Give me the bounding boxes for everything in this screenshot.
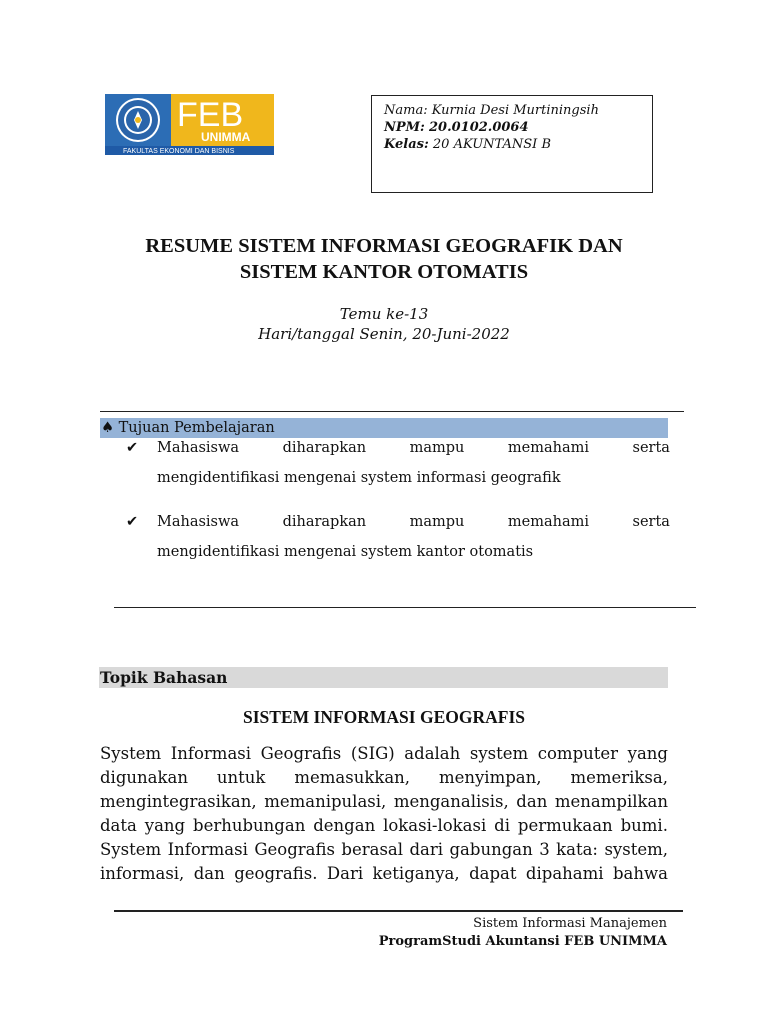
paragraph-line xyxy=(100,816,668,840)
checkmark-icon: ✔ xyxy=(126,514,139,530)
word: dan xyxy=(516,792,548,811)
word: Geografis xyxy=(254,840,335,859)
logo-tagline-text: FAKULTAS EKONOMI DAN BISNIS xyxy=(123,148,235,155)
word: mampu xyxy=(409,514,465,530)
word: diharapkan xyxy=(282,514,367,530)
word: lokasi-lokasi xyxy=(383,816,487,835)
word: menyimpan, xyxy=(438,768,542,787)
word: dengan xyxy=(313,816,376,835)
objective-line-2: mengidentifikasi mengenai system informasi geografik xyxy=(157,470,561,486)
logo-org-text: UNIMMA xyxy=(201,130,251,144)
class-value: 20 AKUNTANSI B xyxy=(432,137,551,152)
word: menampilkan xyxy=(554,792,668,811)
word: digunakan xyxy=(100,768,188,787)
document-title-line-2: SISTEM KANTOR OTOMATIS xyxy=(239,261,529,283)
footer-course: Sistem Informasi Manajemen xyxy=(473,916,667,931)
word: di xyxy=(494,816,510,835)
word: (SIG) xyxy=(350,744,395,763)
name-row xyxy=(384,102,640,119)
paragraph-line xyxy=(100,792,668,816)
word: system xyxy=(469,744,529,763)
word: memasukkan, xyxy=(294,768,411,787)
objective-line-2: mengidentifikasi mengenai system kantor otomatis xyxy=(157,544,534,560)
npm-row xyxy=(384,119,640,136)
class-row xyxy=(384,136,640,153)
paragraph-line xyxy=(100,768,668,792)
word: untuk xyxy=(216,768,266,787)
word: geografis. xyxy=(234,864,318,883)
objective-line-1 xyxy=(157,514,670,530)
topic-heading: Topik Bahasan xyxy=(99,667,668,688)
document-title-line-1: RESUME SISTEM INFORMASI GEOGRAFIK DAN xyxy=(145,235,623,257)
word: 3 xyxy=(539,840,550,859)
word: Mahasiswa xyxy=(157,514,240,530)
objectives-heading xyxy=(100,418,668,438)
word: berasal xyxy=(341,840,404,859)
word: dipahami xyxy=(525,864,604,883)
word: bahwa xyxy=(612,864,668,883)
word: computer xyxy=(537,744,619,763)
word: memahami xyxy=(507,514,590,530)
word: gabungan xyxy=(449,840,533,859)
feb-unimma-logo xyxy=(105,94,274,155)
divider-top xyxy=(100,411,684,412)
footer-program: ProgramStudi Akuntansi FEB UNIMMA xyxy=(378,934,667,949)
word: System xyxy=(100,744,162,763)
word: memahami xyxy=(507,440,590,456)
meeting-date: Hari/tanggal Senin, 20-Juni-2022 xyxy=(258,325,510,343)
word: mengintegrasikan, xyxy=(100,792,257,811)
word: yang xyxy=(627,744,668,763)
word: dan xyxy=(193,864,225,883)
word: dapat xyxy=(469,864,517,883)
divider-bottom xyxy=(114,607,696,608)
paragraph-line xyxy=(100,744,668,768)
student-identity-box xyxy=(371,95,653,193)
word: permukaan xyxy=(517,816,613,835)
word: ketiganya, xyxy=(372,864,460,883)
word: memeriksa, xyxy=(570,768,668,787)
word: berhubungan xyxy=(193,816,306,835)
spade-bullet-icon: ♠ xyxy=(101,420,114,436)
word: serta xyxy=(632,440,670,456)
word: menganalisis, xyxy=(393,792,509,811)
footer-rule xyxy=(114,910,683,912)
word: Mahasiswa xyxy=(157,440,240,456)
word: kata: xyxy=(556,840,598,859)
university-seal-icon xyxy=(116,98,160,142)
word: diharapkan xyxy=(282,440,367,456)
class-label: Kelas: xyxy=(384,137,429,152)
word: Dari xyxy=(326,864,364,883)
word: bumi. xyxy=(620,816,668,835)
checkmark-icon: ✔ xyxy=(126,440,139,456)
meeting-session: Temu ke-13 xyxy=(339,305,429,323)
word: Geografis xyxy=(260,744,342,763)
npm-label: NPM: xyxy=(384,120,425,135)
word: System xyxy=(100,840,162,859)
word: Informasi xyxy=(170,744,252,763)
logo-brand-text: FEB xyxy=(177,96,244,134)
section-title: SISTEM INFORMASI GEOGRAFIS xyxy=(243,707,525,727)
word: data xyxy=(100,816,137,835)
paragraph-line xyxy=(100,864,668,888)
word: mampu xyxy=(409,440,465,456)
objective-line-1 xyxy=(157,440,670,456)
word: informasi, xyxy=(100,864,185,883)
name-value: Kurnia Desi Murtiningsih xyxy=(431,103,599,118)
objectives-heading-text: Tujuan Pembelajaran xyxy=(118,420,275,436)
word: dari xyxy=(409,840,444,859)
word: serta xyxy=(632,514,670,530)
word: Informasi xyxy=(167,840,248,859)
word: yang xyxy=(144,816,186,835)
name-label: Nama: xyxy=(384,103,428,118)
paragraph-line xyxy=(100,840,668,864)
word: adalah xyxy=(404,744,461,763)
word: system, xyxy=(604,840,668,859)
word: memanipulasi, xyxy=(264,792,387,811)
npm-value: 20.0102.0064 xyxy=(429,120,529,135)
